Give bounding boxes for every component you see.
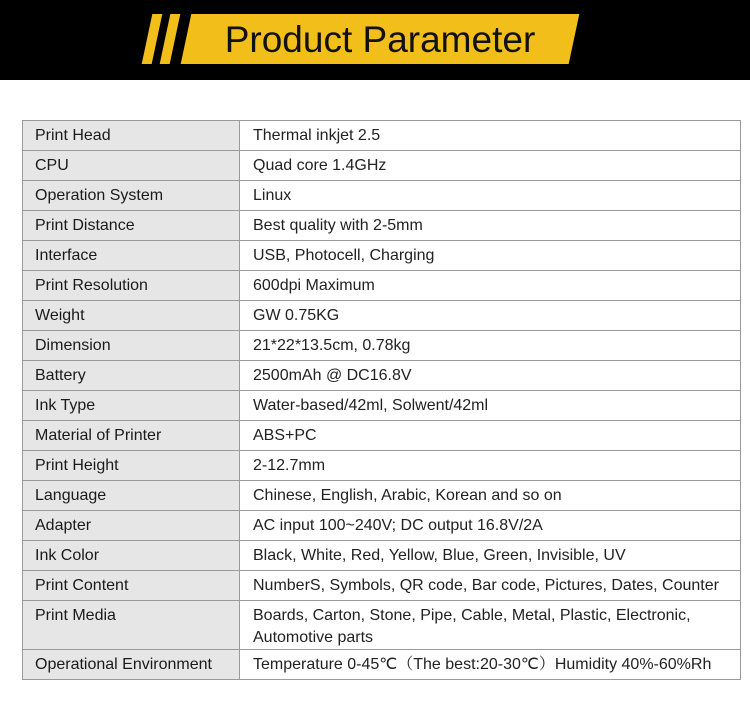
- table-row: [23, 121, 741, 151]
- table-row: [23, 421, 741, 451]
- param-label: Interface: [23, 241, 240, 271]
- param-label: Ink Color: [23, 541, 240, 571]
- param-value: Black, White, Red, Yellow, Blue, Green, Invisible, UV: [240, 541, 741, 571]
- param-label: Print Head: [23, 121, 240, 151]
- table-row: [23, 211, 741, 241]
- accent-stripe: [142, 14, 163, 64]
- param-value: 600dpi Maximum: [240, 271, 741, 301]
- param-value: GW 0.75KG: [240, 301, 741, 331]
- param-label: Operational Environment: [23, 650, 240, 680]
- param-label: Print Media: [23, 601, 240, 650]
- param-value: 21*22*13.5cm, 0.78kg: [240, 331, 741, 361]
- param-label: Material of Printer: [23, 421, 240, 451]
- table-row: [23, 391, 741, 421]
- param-label: Print Content: [23, 571, 240, 601]
- table-row: [23, 361, 741, 391]
- param-value: Thermal inkjet 2.5: [240, 121, 741, 151]
- param-value: Best quality with 2-5mm: [240, 211, 741, 241]
- param-value: 2500mAh @ DC16.8V: [240, 361, 741, 391]
- param-label: Battery: [23, 361, 240, 391]
- table-row: [23, 571, 741, 601]
- accent-stripe: [160, 14, 181, 64]
- param-label: Dimension: [23, 331, 240, 361]
- param-label: Language: [23, 481, 240, 511]
- table-row: [23, 601, 741, 650]
- page-title: Product Parameter: [224, 19, 536, 60]
- param-value: Boards, Carton, Stone, Pipe, Cable, Metal, Plastic, Electronic, Automotive parts: [240, 601, 741, 650]
- param-label: Print Height: [23, 451, 240, 481]
- param-label: Operation System: [23, 181, 240, 211]
- table-row: [23, 481, 741, 511]
- param-value: USB, Photocell, Charging: [240, 241, 741, 271]
- table-row: [23, 451, 741, 481]
- table-row: [23, 181, 741, 211]
- param-value: Water-based/42ml, Solwent/42ml: [240, 391, 741, 421]
- param-value: Temperature 0-45℃（The best:20-30℃）Humidity 40%-60%Rh: [240, 650, 741, 680]
- param-value: Chinese, English, Arabic, Korean and so on: [240, 481, 741, 511]
- table-row: [23, 650, 741, 680]
- param-value: Linux: [240, 181, 741, 211]
- param-label: CPU: [23, 151, 240, 181]
- table-row: [23, 301, 741, 331]
- param-label: Ink Type: [23, 391, 240, 421]
- param-value: Quad core 1.4GHz: [240, 151, 741, 181]
- param-label: Weight: [23, 301, 240, 331]
- table-row: [23, 331, 741, 361]
- param-value: 2-12.7mm: [240, 451, 741, 481]
- param-label: Adapter: [23, 511, 240, 541]
- table-row: [23, 241, 741, 271]
- param-value: NumberS, Symbols, QR code, Bar code, Pictures, Dates, Counter: [240, 571, 741, 601]
- header-banner: [0, 0, 750, 80]
- table-row: [23, 271, 741, 301]
- param-value: AC input 100~240V; DC output 16.8V/2A: [240, 511, 741, 541]
- parameter-table: [22, 120, 741, 680]
- table-row: [23, 541, 741, 571]
- param-value: ABS+PC: [240, 421, 741, 451]
- param-label: Print Distance: [23, 211, 240, 241]
- table-row: [23, 151, 741, 181]
- table-row: [23, 511, 741, 541]
- param-label: Print Resolution: [23, 271, 240, 301]
